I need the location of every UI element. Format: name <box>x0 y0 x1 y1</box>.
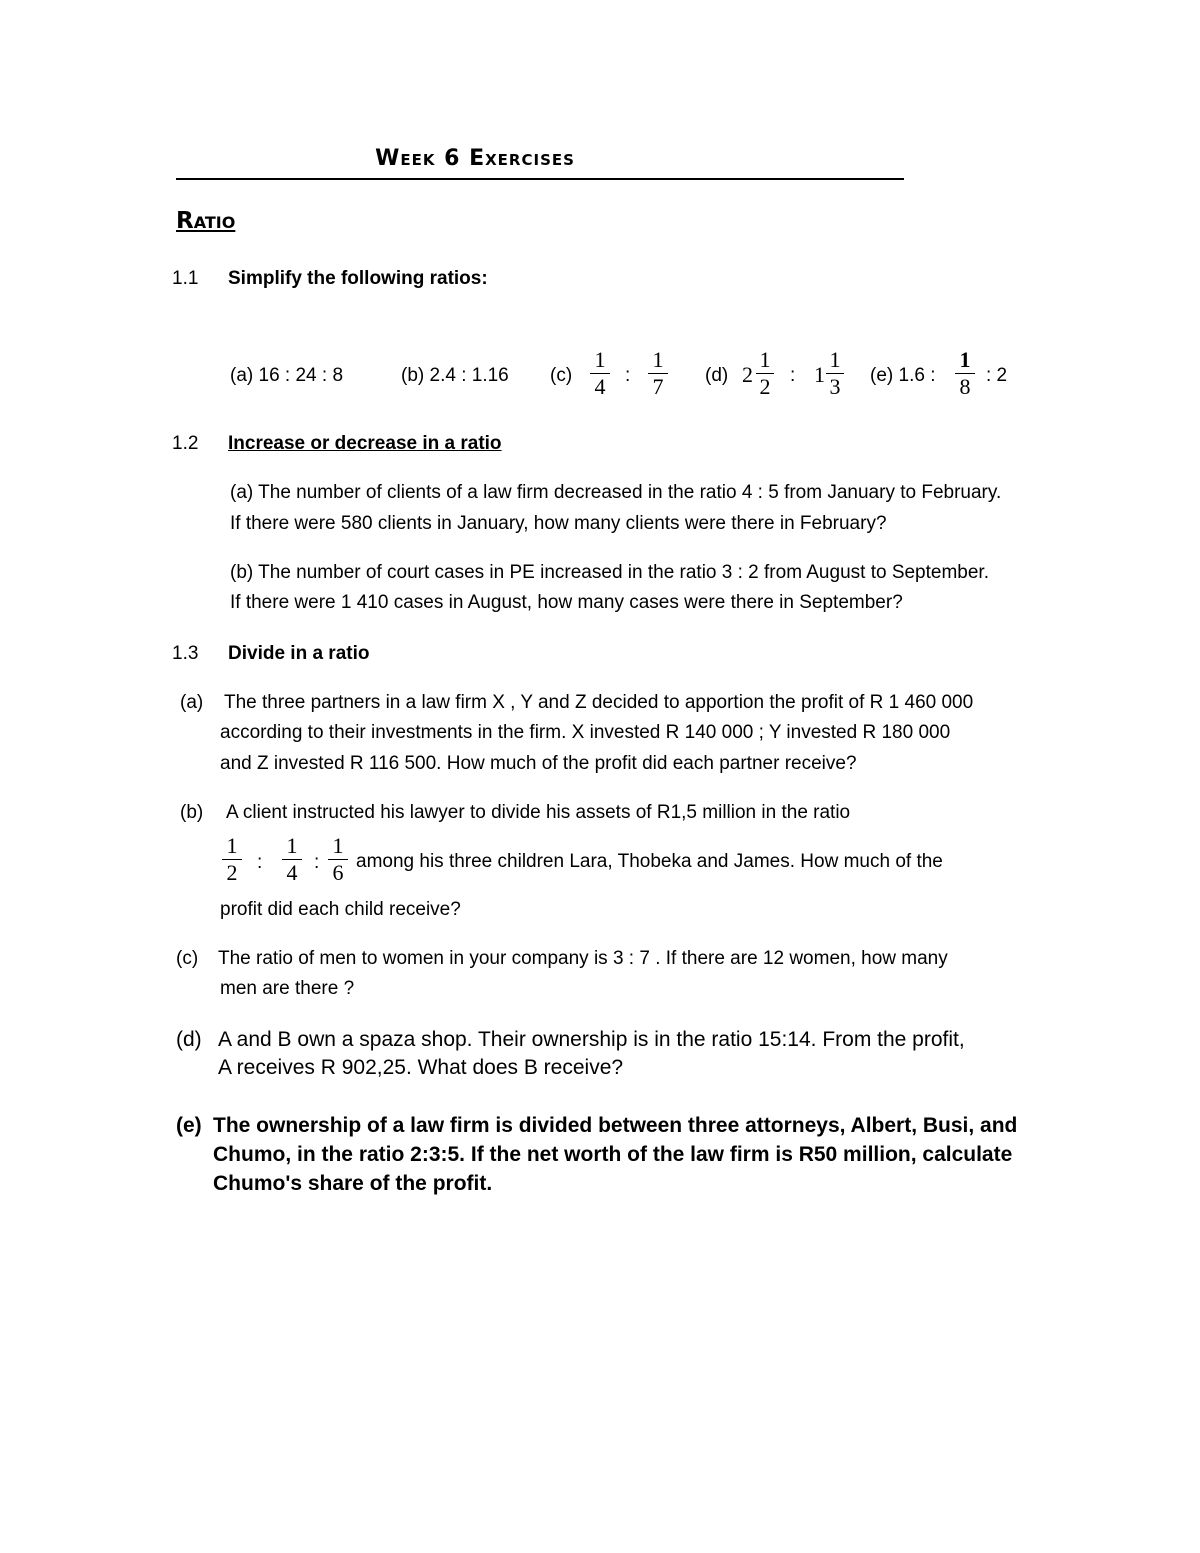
q13-d-line-2: A receives R 902,25. What does B receive? <box>218 1056 624 1079</box>
q13-heading: Divide in a ratio <box>228 643 370 664</box>
q13-e-line-1: The ownership of a law firm is divided between three attorneys, Albert, Busi, and <box>213 1114 1018 1137</box>
q11-c-label: (c) <box>550 365 573 386</box>
q11-d-whole-2: 1 <box>814 362 825 387</box>
q11-number: 1.1 <box>172 268 199 289</box>
ratio-colon: : <box>257 852 263 873</box>
ratio-colon: : <box>790 365 796 386</box>
q13-b-fraction-3 <box>328 835 348 884</box>
q13-d-line-1: A and B own a spaza shop. Their ownership is in the ratio 15:14. From the profit, <box>218 1028 965 1051</box>
numerator: 1 <box>226 833 238 858</box>
q13-d-label: (d) <box>176 1028 202 1051</box>
q11-e-fraction <box>955 349 975 398</box>
numerator: 1 <box>652 347 664 372</box>
q13-c-line-2: men are there ? <box>220 978 355 999</box>
numerator: 1 <box>829 347 841 372</box>
q13-a-line-1: The three partners in a law firm X , Y and Z decided to apportion the profit of R 1 460 000 <box>224 692 974 713</box>
q12-b-line-1: (b) The number of court cases in PE increased in the ratio 3 : 2 from August to September. <box>230 562 989 583</box>
q11-d-fraction-1 <box>756 349 774 398</box>
q11-c-fraction-2 <box>648 349 668 398</box>
section-heading: Ratio <box>176 208 236 234</box>
q12-heading: Increase or decrease in a ratio <box>228 433 502 454</box>
numerator: 1 <box>759 347 771 372</box>
ratio-colon: : <box>625 365 631 386</box>
q11-heading: Simplify the following ratios: <box>228 268 488 289</box>
numerator: 1 <box>959 347 971 372</box>
q13-b-fraction-1 <box>222 835 242 884</box>
q13-c-line-1: The ratio of men to women in your company is 3 : 7 . If there are 12 women, how many <box>218 948 948 969</box>
q11-e-tail: : 2 <box>986 365 1008 386</box>
q13-e-label: (e) <box>176 1114 202 1137</box>
page-title-text: Week 6 Exercises <box>375 146 575 171</box>
numerator: 1 <box>594 347 606 372</box>
denominator: 8 <box>959 374 971 399</box>
denominator: 2 <box>226 860 238 885</box>
denominator: 4 <box>594 374 606 399</box>
q11-d-fraction-2 <box>826 349 844 398</box>
q11-d-label: (d) <box>705 365 729 386</box>
q11-b: (b) 2.4 : 1.16 <box>401 365 509 386</box>
q13-e-line-3: Chumo's share of the profit. <box>213 1172 493 1195</box>
q13-b-line-3: profit did each child receive? <box>220 899 461 920</box>
denominator: 2 <box>759 374 771 399</box>
q11-e-label: (e) 1.6 : <box>870 365 936 386</box>
q11-a: (a) 16 : 24 : 8 <box>230 365 344 386</box>
q13-b-fraction-2 <box>282 835 302 884</box>
denominator: 7 <box>652 374 664 399</box>
q13-e-line-2: Chumo, in the ratio 2:3:5. If the net worth of the law firm is R50 million, calculate <box>213 1143 1013 1166</box>
denominator: 3 <box>829 374 841 399</box>
denominator: 6 <box>332 860 344 885</box>
numerator: 1 <box>286 833 298 858</box>
ratio-colon: : <box>314 852 320 873</box>
q13-number: 1.3 <box>172 643 199 664</box>
q11-c-fraction-1 <box>590 349 610 398</box>
q13-c-label: (c) <box>176 948 199 969</box>
q12-b-line-2: If there were 1 410 cases in August, how many cases were there in September? <box>230 592 903 613</box>
q11-d-whole-1: 2 <box>742 362 753 387</box>
numerator: 1 <box>332 833 344 858</box>
q12-number: 1.2 <box>172 433 199 454</box>
denominator: 4 <box>286 860 298 885</box>
q13-a-line-2: according to their investments in the firm. X invested R 140 000 ; Y invested R 180 000 <box>220 722 951 743</box>
q13-b-line-2: among his three children Lara, Thobeka and James. How much of the <box>356 851 943 872</box>
q13-a-label: (a) <box>180 692 204 713</box>
page-title <box>176 146 904 180</box>
q12-a-line-1: (a) The number of clients of a law firm decreased in the ratio 4 : 5 from January to February. <box>230 482 1002 503</box>
q13-a-line-3: and Z invested R 116 500. How much of the profit did each partner receive? <box>220 753 857 774</box>
q13-b-line-1: A client instructed his lawyer to divide his assets of R1,5 million in the ratio <box>226 802 851 823</box>
q12-a-line-2: If there were 580 clients in January, how many clients were there in February? <box>230 513 887 534</box>
q13-b-label: (b) <box>180 802 204 823</box>
